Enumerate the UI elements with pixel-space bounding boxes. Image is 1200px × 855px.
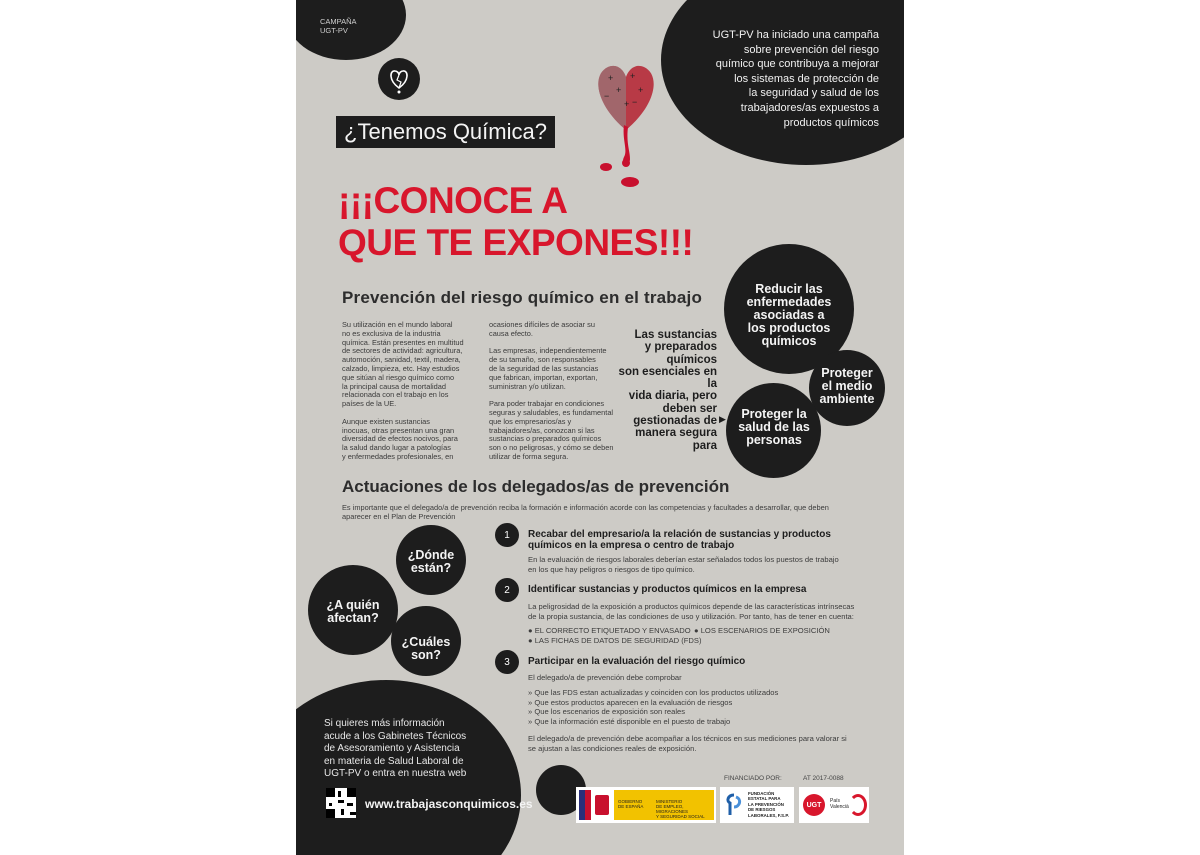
- key-statement: Las sustancias y preparados químicos son esenciales en la vida diaria, pero deben ser gestionadas de manera segura para: [618, 329, 717, 452]
- step-1-number: 1: [495, 523, 519, 547]
- step-2-item-2: ● LOS ESCENARIOS DE EXPOSICIÓN: [694, 626, 830, 635]
- step-2-title: Identificar sustancias y productos químicos en la empresa: [528, 584, 807, 595]
- step-3-number: 3: [495, 650, 519, 674]
- svg-text:−: −: [604, 91, 610, 101]
- section1-col2: ocasiones difíciles de asociar su causa efecto. Las empresas, independientemente de su tamaño, son responsables de la seguridad de las sustancias que fabrican, importan, exportan, suministran y/o utilizan. Para poder trabajar en condiciones seguras y saludables, es fundamental que los empresarios/as y trabajadores/as, conozcan si las sustancias o preparados químicos son o no peligrosas, y cómo se deben utilizar de forma segura.: [489, 320, 614, 461]
- step-2-item-1: ● EL CORRECTO ETIQUETADO Y ENVASADO: [528, 626, 691, 635]
- slogan: ¿Tenemos Química?: [336, 116, 555, 148]
- step-3-closing: El delegado/a de prevención debe acompañar a los técnicos en sus mediciones para valorar si se ajustan a las condiciones reales de exposición.: [528, 734, 847, 753]
- arrow-icon: ▶: [719, 414, 726, 424]
- broken-heart-icon: [378, 58, 420, 100]
- step-1-text: En la evaluación de riesgos laborales deberían estar señalados todos los puestos de trabajo en los que hay peligros o riesgos de tipo químico.: [528, 555, 839, 574]
- section1-title: Prevención del riesgo químico en el trabajo: [342, 288, 703, 307]
- svg-text:−: −: [632, 97, 638, 107]
- intro-text: UGT-PV ha iniciado una campaña sobre prevención del riesgo químico que contribuya a mejorar los sistemas de protección de la seguridad y salud de los trabajadores/as expuestos a productos químicos: [712, 29, 879, 129]
- step-2-item-3: ● LAS FICHAS DE DATOS DE SEGURIDAD (FDS): [528, 636, 702, 645]
- svg-text:+: +: [630, 71, 636, 81]
- poster: [296, 0, 904, 855]
- headline: ¡¡¡CONOCE A QUE TE EXPONES!!!: [338, 180, 694, 263]
- svg-text:+: +: [616, 85, 622, 95]
- qr-code: [326, 788, 356, 818]
- ugt-logo: UGT País Valencià: [799, 787, 869, 823]
- question-1-text: ¿Dónde están?: [407, 548, 455, 575]
- campaign-label: CAMPAÑA UGT-PV: [320, 17, 357, 35]
- step-1-title: Recabar del empresario/a la relación de sustancias y productos químicos en la empresa o centro de trabajo: [528, 529, 831, 551]
- svg-text:+: +: [638, 85, 644, 95]
- project-code: AT 2017-0088: [803, 775, 844, 782]
- section2-title: Actuaciones de los delegados/as de prevención: [342, 477, 730, 496]
- svg-text:+: +: [624, 99, 630, 109]
- svg-text:+: +: [608, 73, 614, 83]
- goal-3-text: Proteger la salud de las personas: [738, 407, 810, 447]
- ugt-swirl-icon: [849, 794, 867, 816]
- footer-info: Si quieres más información acude a los Gabinetes Técnicos de Asesoramiento y Asistencia en materia de Salud Laboral de UGT-PV o entra en nuestra web: [324, 718, 467, 780]
- coat-of-arms-icon: [595, 795, 609, 815]
- question-2-text: ¿A quién afectan?: [326, 598, 380, 625]
- foundation-logo: FUNDACIÓN ESTATAL PARA LA PREVENCIÓN DE RIESGOS LABORALES, F.S.P.: [720, 787, 794, 823]
- chemical-heart-illustration: [586, 55, 666, 195]
- foundation-icon: [724, 793, 744, 817]
- website-link[interactable]: www.trabajasconquimicos.es: [365, 797, 533, 811]
- funded-by-label: FINANCIADO POR:: [724, 775, 782, 782]
- step-2-text: La peligrosidad de la exposición a productos químicos depende de las características intrínsecas de la propia sustancia, de las condiciones de uso y utilización. Por tanto, has de tener en cuenta:: [528, 602, 855, 621]
- step-2-number: 2: [495, 578, 519, 602]
- government-logo: GOBIERNO DE ESPAÑA MINISTERIO DE EMPLEO, MIGRACIONES Y SEGURIDAD SOCIAL: [576, 787, 716, 823]
- goal-2-text: Proteger el medio ambiente: [819, 366, 875, 406]
- question-3-text: ¿Cuáles son?: [401, 635, 451, 662]
- step-3-text: El delegado/a de prevención debe comprobar: [528, 673, 682, 682]
- step-3-title: Participar en la evaluación del riesgo químico: [528, 656, 746, 667]
- section1-col1: Su utilización en el mundo laboral no es exclusiva de la industria química. Están presentes en multitud de sectores de actividad: agricultura, automoción, sanidad, textil, madera, calzado, limpieza, etc. Hay estudios que sitúan al riesgo químico como la principal causa de mortalidad relacionada con el trabajo en los países de la UE. Aunque existen sustancias inocuas, otras presentan una gran diversidad de efectos nocivos, para la salud dando lugar a patologías y enfermedades profesionales, en: [342, 320, 464, 461]
- step-3-bullets: » Que las FDS estan actualizadas y coinciden con los productos utilizados » Que estos productos aparecen en la evaluación de riesgos » Que los escenarios de exposición son reales » Que la información esté disponible en el puesto de trabajo: [528, 688, 779, 726]
- section2-intro: Es importante que el delegado/a de prevención reciba la formación e información acorde con las competencias y facultades a desarrollar, que deben aparecer en el Plan de Prevención: [342, 503, 829, 521]
- goal-1-text: Reducir las enfermedades asociadas a los productos químicos: [746, 282, 832, 348]
